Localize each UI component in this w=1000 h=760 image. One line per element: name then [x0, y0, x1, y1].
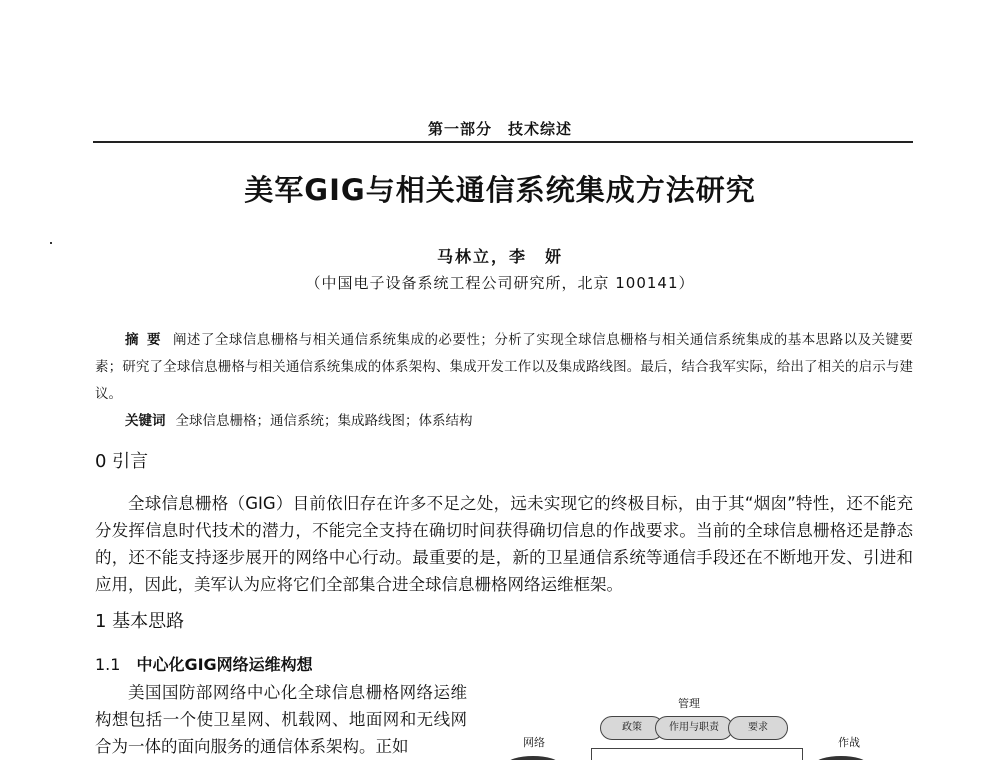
figure-label-network: 网络: [523, 736, 545, 749]
section-0-paragraph: 全球信息栅格（GIG）目前依旧存在许多不足之处，远未实现它的终极目标，由于其“烟囱”特性，还不能充分发挥信息时代技术的潜力，不能完全支持在确切时间获得确切信息的作战要求。当前的全球信息栅格还是静态的，还不能支持逐步展开的网络中心行动。最重要的是，新的卫星通信系统等通信手段还在不断地开发、引进和应用，因此，美军认为应将它们全部集合进全球信息栅格网络运维框架。: [95, 494, 913, 594]
figure-pill-policy: 政策: [600, 716, 664, 740]
keywords-text: 全球信息栅格；通信系统；集成路线图；体系结构: [175, 413, 473, 429]
subsection-1-1-paragraph: 美国国防部网络中心化全球信息栅格网络运维构想包括一个使卫星网、机载网、地面网和无线网合为一体的面向服务的通信体系架构。正如: [95, 683, 467, 756]
keywords: [125, 409, 473, 429]
figure-frame: [591, 748, 803, 760]
abstract-text: 阐述了全球信息栅格与相关通信系统集成的必要性；分析了实现全球信息栅格与相关通信系统集成的基本思路以及关键要素；研究了全球信息栅格与相关通信系统集成的体系架构、集成开发工作以及集成路线图。最后，结合我军实际，给出了相关的启示与建议。: [95, 332, 914, 402]
figure-pill-requirements: 要求: [728, 716, 788, 740]
subsection-title: 中心化GIG网络运维构想: [136, 655, 313, 674]
subsection-1-1-heading: [95, 652, 313, 675]
header-rule: [93, 141, 913, 143]
figure-network-node: [507, 756, 559, 760]
abstract: [95, 327, 913, 408]
abstract-label: 摘要: [125, 332, 169, 348]
section-0-heading: 0 引言: [95, 451, 149, 472]
section-1-heading: 1 基本思路: [95, 611, 185, 632]
figure-operations-node: [815, 756, 867, 760]
authors: 马林立，李 妍: [436, 247, 563, 266]
subsection-number: 1.1: [95, 655, 121, 674]
figure-label-management: 管理: [678, 697, 700, 710]
running-header: 第一部分 技术综述: [427, 120, 572, 138]
paper-title: 美军GIG与相关通信系统集成方法研究: [244, 173, 756, 207]
keywords-label: 关键词: [125, 413, 166, 429]
figure-label-operations: 作战: [838, 736, 860, 749]
figure-pill-roles: 作用与职责: [655, 716, 733, 740]
affiliation: （中国电子设备系统工程公司研究所，北京 100141）: [305, 274, 695, 292]
architecture-figure: [495, 690, 915, 760]
